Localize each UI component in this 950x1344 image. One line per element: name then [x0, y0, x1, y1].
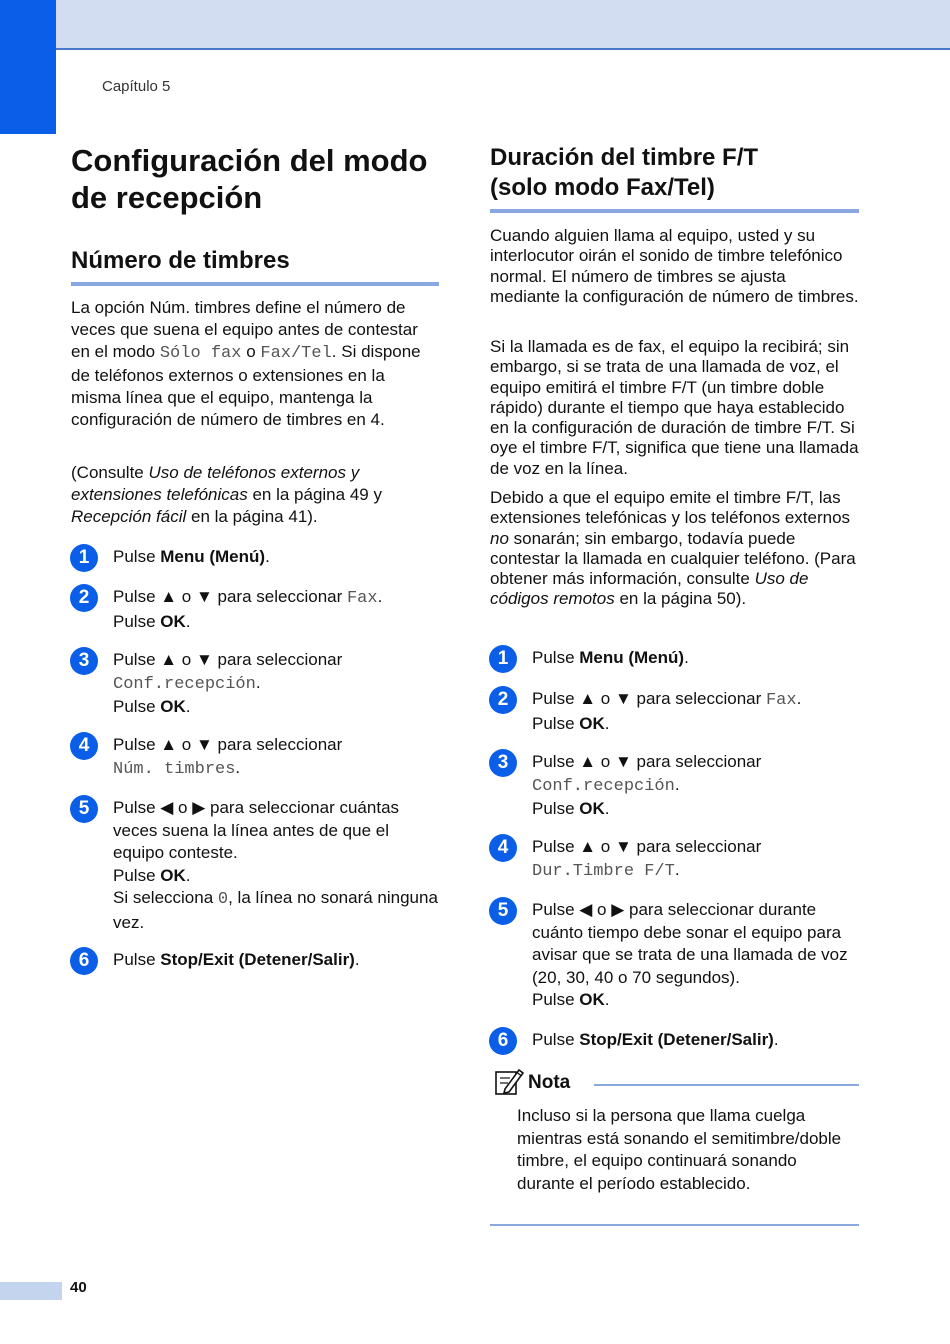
step-number-icon: 5 — [70, 795, 98, 823]
ok-key: OK — [160, 611, 186, 631]
page-title: Configuración del modo de recepción — [71, 143, 428, 215]
reference-paragraph — [71, 462, 439, 528]
step-text — [113, 797, 439, 934]
section-numero-timbres — [71, 246, 439, 286]
step-text-post: . — [773, 1030, 779, 1049]
step-number-icon: 1 — [70, 544, 98, 572]
ref-open: (Consulte — [71, 463, 149, 482]
step-end: . — [604, 713, 610, 733]
step-text-pre: Pulse ◀ o ▶ para seleccionar cuántas veces suena la línea antes de que el equipo conteste. — [113, 798, 400, 862]
paragraph-3 — [490, 488, 859, 610]
step-text-post: . — [684, 648, 689, 667]
note-text: Incluso si la persona que llama cuelga mientras está sonando el semitimbre/doble timbre, el equipo continuará sonando durante el período establecido. — [517, 1106, 842, 1193]
pencil-note-icon — [494, 1066, 524, 1096]
step-text-pre: Pulse — [113, 547, 161, 566]
note-box — [490, 1066, 859, 1228]
ref-mid: en la página 49 y — [247, 485, 382, 504]
step-end: . — [185, 865, 191, 885]
step-number-icon: 2 — [70, 584, 98, 612]
step-text-pre: Pulse — [532, 1030, 580, 1049]
step-number-icon: 4 — [489, 834, 517, 862]
step-text — [532, 647, 859, 670]
step-text-post: . — [354, 950, 360, 969]
ok-key: OK — [579, 799, 605, 818]
section-title: Número de timbres — [71, 247, 290, 274]
step-text-pre: Pulse ▲ o ▼ para seleccionar — [532, 752, 762, 771]
step-text-post: . — [235, 757, 241, 777]
option-conf-recepcion: Conf.recepción — [113, 674, 256, 694]
step-extra-post: , la línea no sonará ninguna vez. — [113, 888, 438, 932]
step-text-post: . — [674, 774, 680, 794]
step-text — [532, 751, 859, 821]
step-pulse: Pulse — [113, 697, 161, 716]
step-end: . — [185, 611, 191, 631]
chapter-tab — [0, 0, 56, 134]
step-text — [532, 899, 859, 1012]
note-label: Nota — [528, 1072, 571, 1093]
intro-text-2: . Si dispone de teléfonos externos o extensiones en la misma línea que el equipo, mantenga la configuración de número de timbres en 4. — [71, 342, 421, 429]
step-text-pre: Pulse ▲ o ▼ para seleccionar — [532, 837, 762, 856]
step-number-icon: 6 — [489, 1027, 517, 1055]
paragraph-1: Cuando alguien llama al equipo, usted y su interlocutor oirán el sonido de timbre telefónico normal. El número de timbres se ajusta mediante la configuración de número de timbres. — [490, 226, 859, 306]
step-text-pre: Pulse — [113, 950, 161, 969]
option-zero: 0 — [217, 890, 229, 909]
step-text-post: . — [255, 672, 261, 692]
step-number-icon: 3 — [489, 749, 517, 777]
ref-link-codigos-remotos[interactable]: Uso de códigos remotos — [490, 569, 809, 609]
note-rule — [594, 1084, 859, 1086]
ref-link-recepcion-facil[interactable]: Recepción fácil — [71, 507, 187, 526]
step-number-icon: 2 — [489, 686, 517, 714]
step-end: . — [604, 799, 610, 818]
step-number-icon: 5 — [489, 897, 517, 925]
step-text-pre: Pulse — [532, 648, 580, 667]
section-title: Duración del timbre F/T (solo modo Fax/Tel) — [490, 144, 759, 201]
step-text-post: . — [265, 547, 270, 566]
step-number-icon: 4 — [70, 732, 98, 760]
ref-link-telefonos-externos[interactable]: Uso de teléfonos externos y extensiones telefónicas — [71, 463, 360, 504]
intro-text-1: La opción Núm. timbres define el número de veces que suena el equipo antes de contestar en el modo — [71, 298, 418, 361]
step-extra-pre: Si selecciona — [113, 888, 218, 907]
section-duracion-timbre — [490, 143, 859, 213]
menu-key: Menu (Menú) — [579, 648, 685, 667]
option-num-timbres: Núm. timbres — [113, 759, 236, 779]
step-pulse: Pulse — [113, 611, 161, 631]
menu-key: Menu (Menú) — [160, 547, 266, 566]
step-text — [532, 1029, 859, 1052]
intro-or: o — [241, 342, 261, 361]
step-text — [113, 734, 439, 781]
step-text-post: . — [674, 859, 680, 879]
page-number: 40 — [70, 1279, 87, 1296]
step-text-pre: Pulse ▲ o ▼ para seleccionar — [113, 735, 343, 754]
option-fax: Fax — [765, 691, 797, 710]
para3-text-a: Debido a que el equipo emite el timbre F/T, las extensiones telefónicas y los teléfonos externos — [490, 488, 851, 528]
ok-key: OK — [579, 990, 605, 1009]
section-rule — [490, 209, 859, 213]
header-band — [0, 0, 950, 50]
step-text — [113, 949, 439, 972]
para3-no: no — [490, 528, 509, 548]
para3-text-c: en la página 50). — [614, 589, 747, 609]
option-conf-recepcion: Conf.recepción — [532, 776, 675, 796]
section-rule — [71, 282, 439, 286]
step-pulse: Pulse — [532, 990, 580, 1009]
stop-exit-key: Stop/Exit (Detener/Salir) — [160, 950, 355, 969]
step-number-icon: 1 — [489, 645, 517, 673]
step-text — [113, 546, 439, 569]
mode-solo-fax: Sólo fax — [159, 344, 242, 363]
ok-key: OK — [579, 713, 605, 733]
note-bottom-rule — [490, 1224, 859, 1226]
note-header — [490, 1066, 859, 1098]
step-number-icon: 6 — [70, 947, 98, 975]
chapter-label: Capítulo 5 — [102, 78, 171, 95]
page-number-band — [0, 1282, 62, 1300]
step-text-post: . — [377, 587, 383, 606]
step-text — [532, 836, 859, 883]
step-text-pre: Pulse ▲ o ▼ para seleccionar — [113, 587, 347, 606]
paragraph-2: Si la llamada es de fax, el equipo la recibirá; sin embargo, si se trata de una llamada de voz, el equipo emitirá el timbre F/T (un timbre doble rápido) durante el tiempo que haya establecido en la configuración de duración de timbre F/T. Si oye el timbre F/T, significa que tiene una llamada de voz en la línea. — [490, 337, 859, 478]
option-fax: Fax — [346, 589, 378, 608]
stop-exit-key: Stop/Exit (Detener/Salir) — [579, 1030, 774, 1049]
step-text — [113, 649, 439, 719]
mode-fax-tel: Fax/Tel — [260, 344, 332, 363]
ok-key: OK — [160, 865, 186, 885]
step-pulse: Pulse — [113, 865, 161, 885]
ok-key: OK — [160, 697, 186, 716]
para3-text-b: sonarán; sin embargo, todavía puede contestar la llamada en cualquier teléfono. (Para obtener más información, consulte — [490, 528, 856, 589]
step-text-pre: Pulse ◀ o ▶ para seleccionar durante cuánto tiempo debe sonar el equipo para avisar que se trata de una llamada de voz (20, 30, 40 o 70 segundos). — [532, 900, 848, 987]
step-number-icon: 3 — [70, 647, 98, 675]
option-dur-timbre-ft: Dur.Timbre F/T — [532, 861, 675, 881]
step-end: . — [604, 990, 610, 1009]
intro-paragraph — [71, 297, 439, 431]
step-text-post: . — [796, 689, 802, 708]
step-text-pre: Pulse ▲ o ▼ para seleccionar — [113, 650, 343, 669]
step-text-pre: Pulse ▲ o ▼ para seleccionar — [532, 689, 766, 708]
step-pulse: Pulse — [532, 799, 580, 818]
step-pulse: Pulse — [532, 713, 580, 733]
step-text — [113, 586, 439, 633]
step-text — [532, 688, 859, 735]
ref-end: en la página 41). — [186, 507, 318, 526]
step-end: . — [185, 697, 191, 716]
